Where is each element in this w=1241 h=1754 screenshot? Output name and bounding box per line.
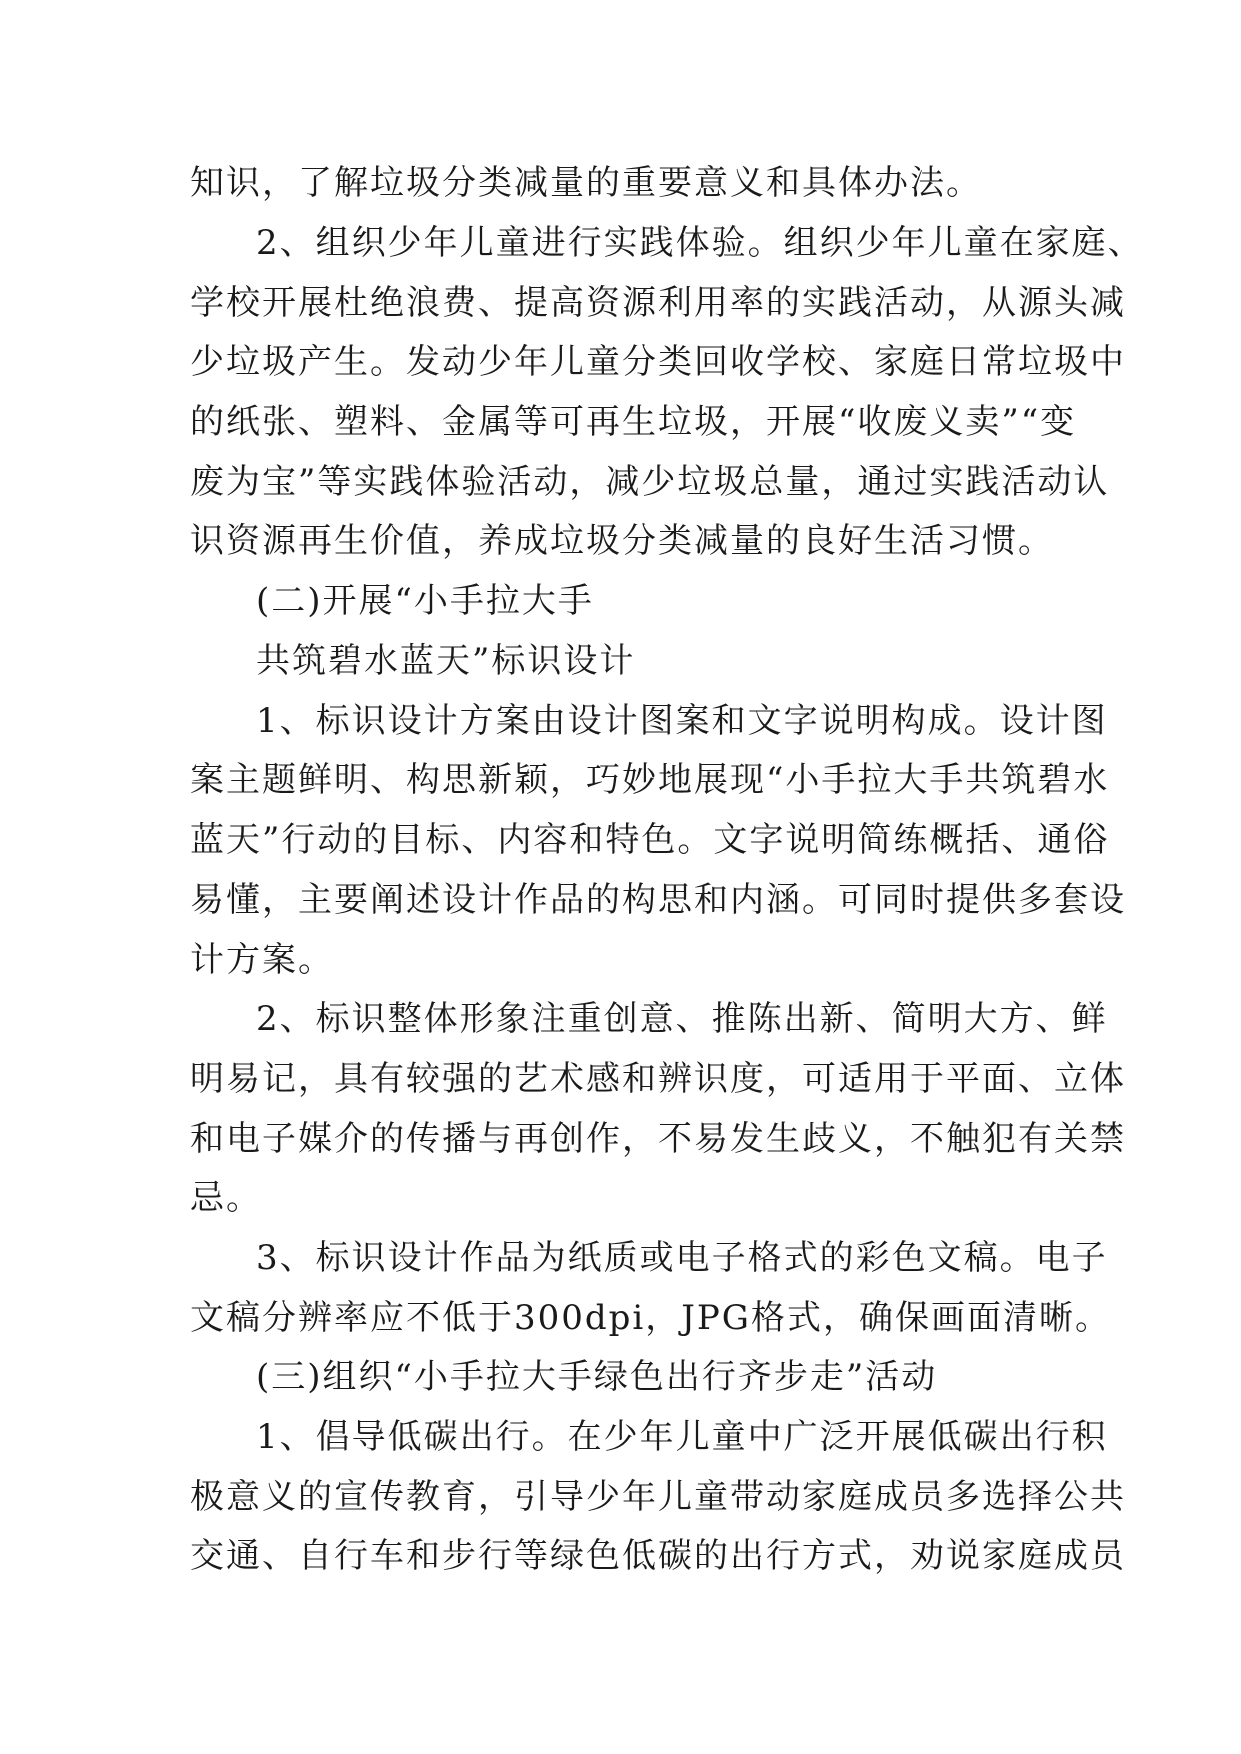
paragraph-start-line: 1、标识设计方案由设计图案和文字说明构成。设计图 — [256, 701, 1108, 741]
text-line: 忌。 — [190, 1178, 262, 1218]
text-line: 明易记，具有较强的艺术感和辨识度，可适用于平面、立体 — [190, 1059, 1126, 1099]
text-line: 蓝天”行动的目标、内容和特色。文字说明简练概括、通俗 — [190, 820, 1110, 860]
text-line: 计方案。 — [190, 940, 334, 980]
text-line: 和电子媒介的传播与再创作，不易发生歧义，不触犯有关禁 — [190, 1119, 1126, 1159]
text-line: 废为宝”等实践体验活动，减少垃圾总量，通过实践活动认 — [190, 462, 1110, 502]
text-line: 知识，了解垃圾分类减量的重要意义和具体办法。 — [190, 163, 982, 203]
paragraph-start-line: 2、组织少年儿童进行实践体验。组织少年儿童在家庭、 — [256, 223, 1144, 263]
text-line: 案主题鲜明、构思新颖，巧妙地展现“小手拉大手共筑碧水 — [190, 760, 1110, 800]
text-line: 少垃圾产生。发动少年儿童分类回收学校、家庭日常垃圾中 — [190, 342, 1126, 382]
text-line: 文稿分辨率应不低于300dpi，JPG格式，确保画面清晰。 — [190, 1298, 1111, 1338]
paragraph-start-line: 1、倡导低碳出行。在少年儿童中广泛开展低碳出行积 — [256, 1417, 1108, 1457]
text-line: 交通、自行车和步行等绿色低碳的出行方式，劝说家庭成员 — [190, 1536, 1126, 1576]
section-heading: (二)开展“小手拉大手 — [256, 581, 594, 621]
text-line: 极意义的宣传教育，引导少年儿童带动家庭成员多选择公共 — [190, 1477, 1126, 1517]
paragraph-start-line: 2、标识整体形象注重创意、推陈出新、简明大方、鲜 — [256, 999, 1108, 1039]
section-heading: 共筑碧水蓝天”标识设计 — [256, 641, 636, 681]
text-line: 易懂，主要阐述设计作品的构思和内涵。可同时提供多套设 — [190, 880, 1126, 920]
section-heading: (三)组织“小手拉大手绿色出行齐步走”活动 — [256, 1357, 938, 1397]
text-line: 的纸张、塑料、金属等可再生垃圾，开展“收废义卖”“变 — [190, 402, 1077, 442]
paragraph-start-line: 3、标识设计作品为纸质或电子格式的彩色文稿。电子 — [256, 1238, 1108, 1278]
text-line: 学校开展杜绝浪费、提高资源利用率的实践活动，从源头减 — [190, 283, 1126, 323]
text-line: 识资源再生价值，养成垃圾分类减量的良好生活习惯。 — [190, 521, 1054, 561]
